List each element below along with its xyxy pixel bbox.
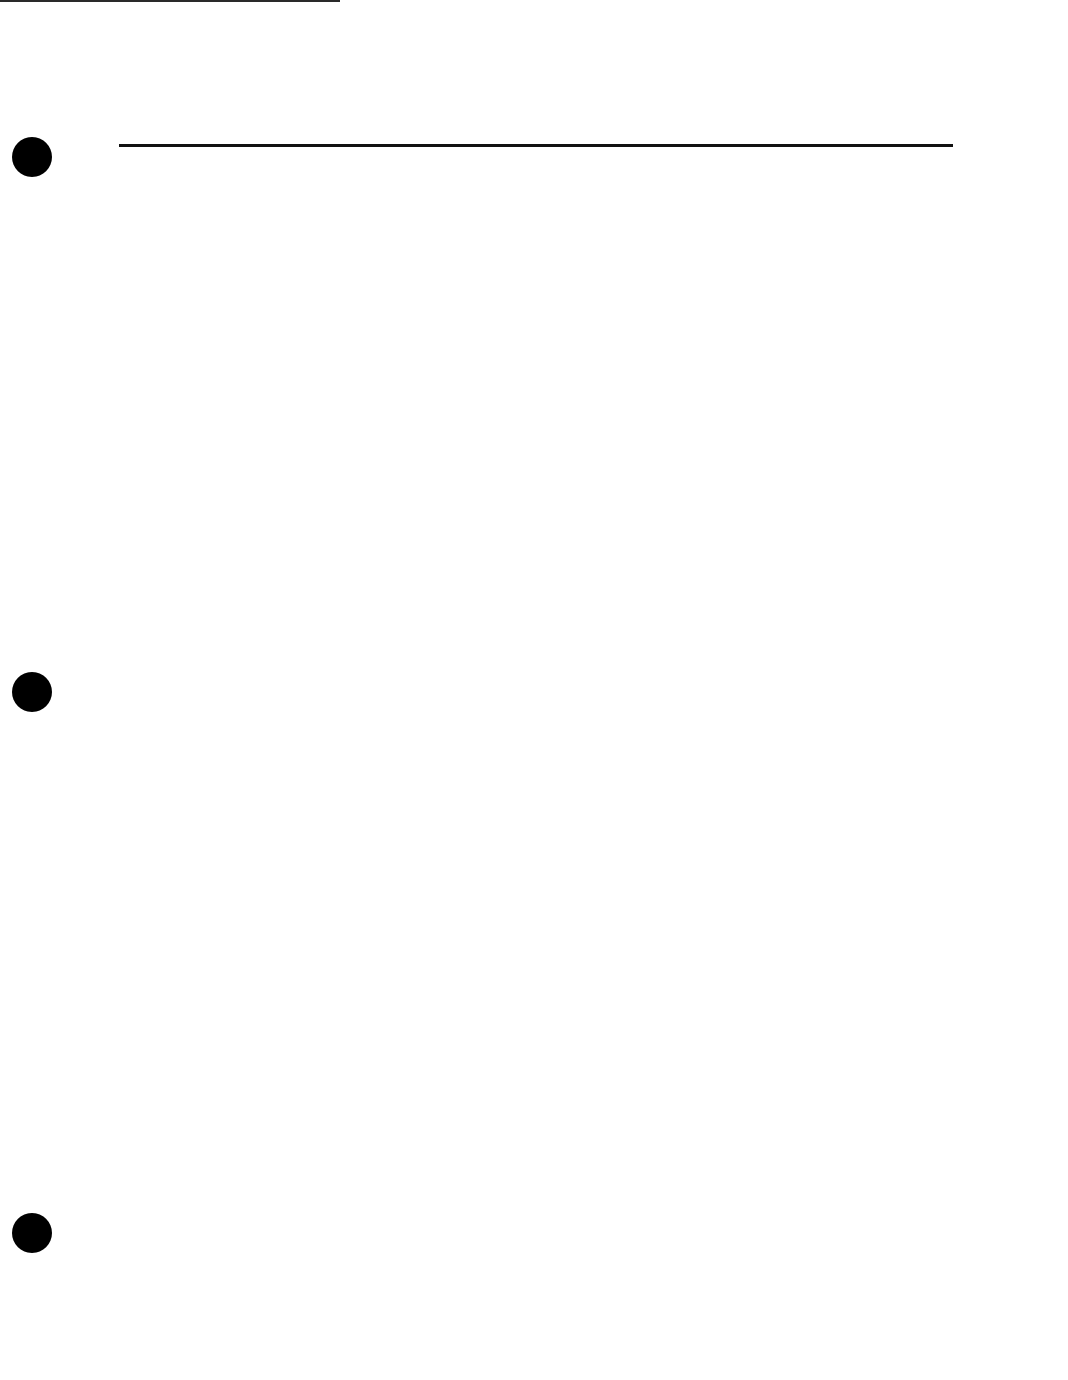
binder-hole-middle xyxy=(12,672,52,712)
scan-edge-line xyxy=(0,0,340,2)
header-rule xyxy=(119,144,953,147)
binder-hole-bottom xyxy=(12,1213,52,1253)
binder-hole-top xyxy=(12,137,52,177)
